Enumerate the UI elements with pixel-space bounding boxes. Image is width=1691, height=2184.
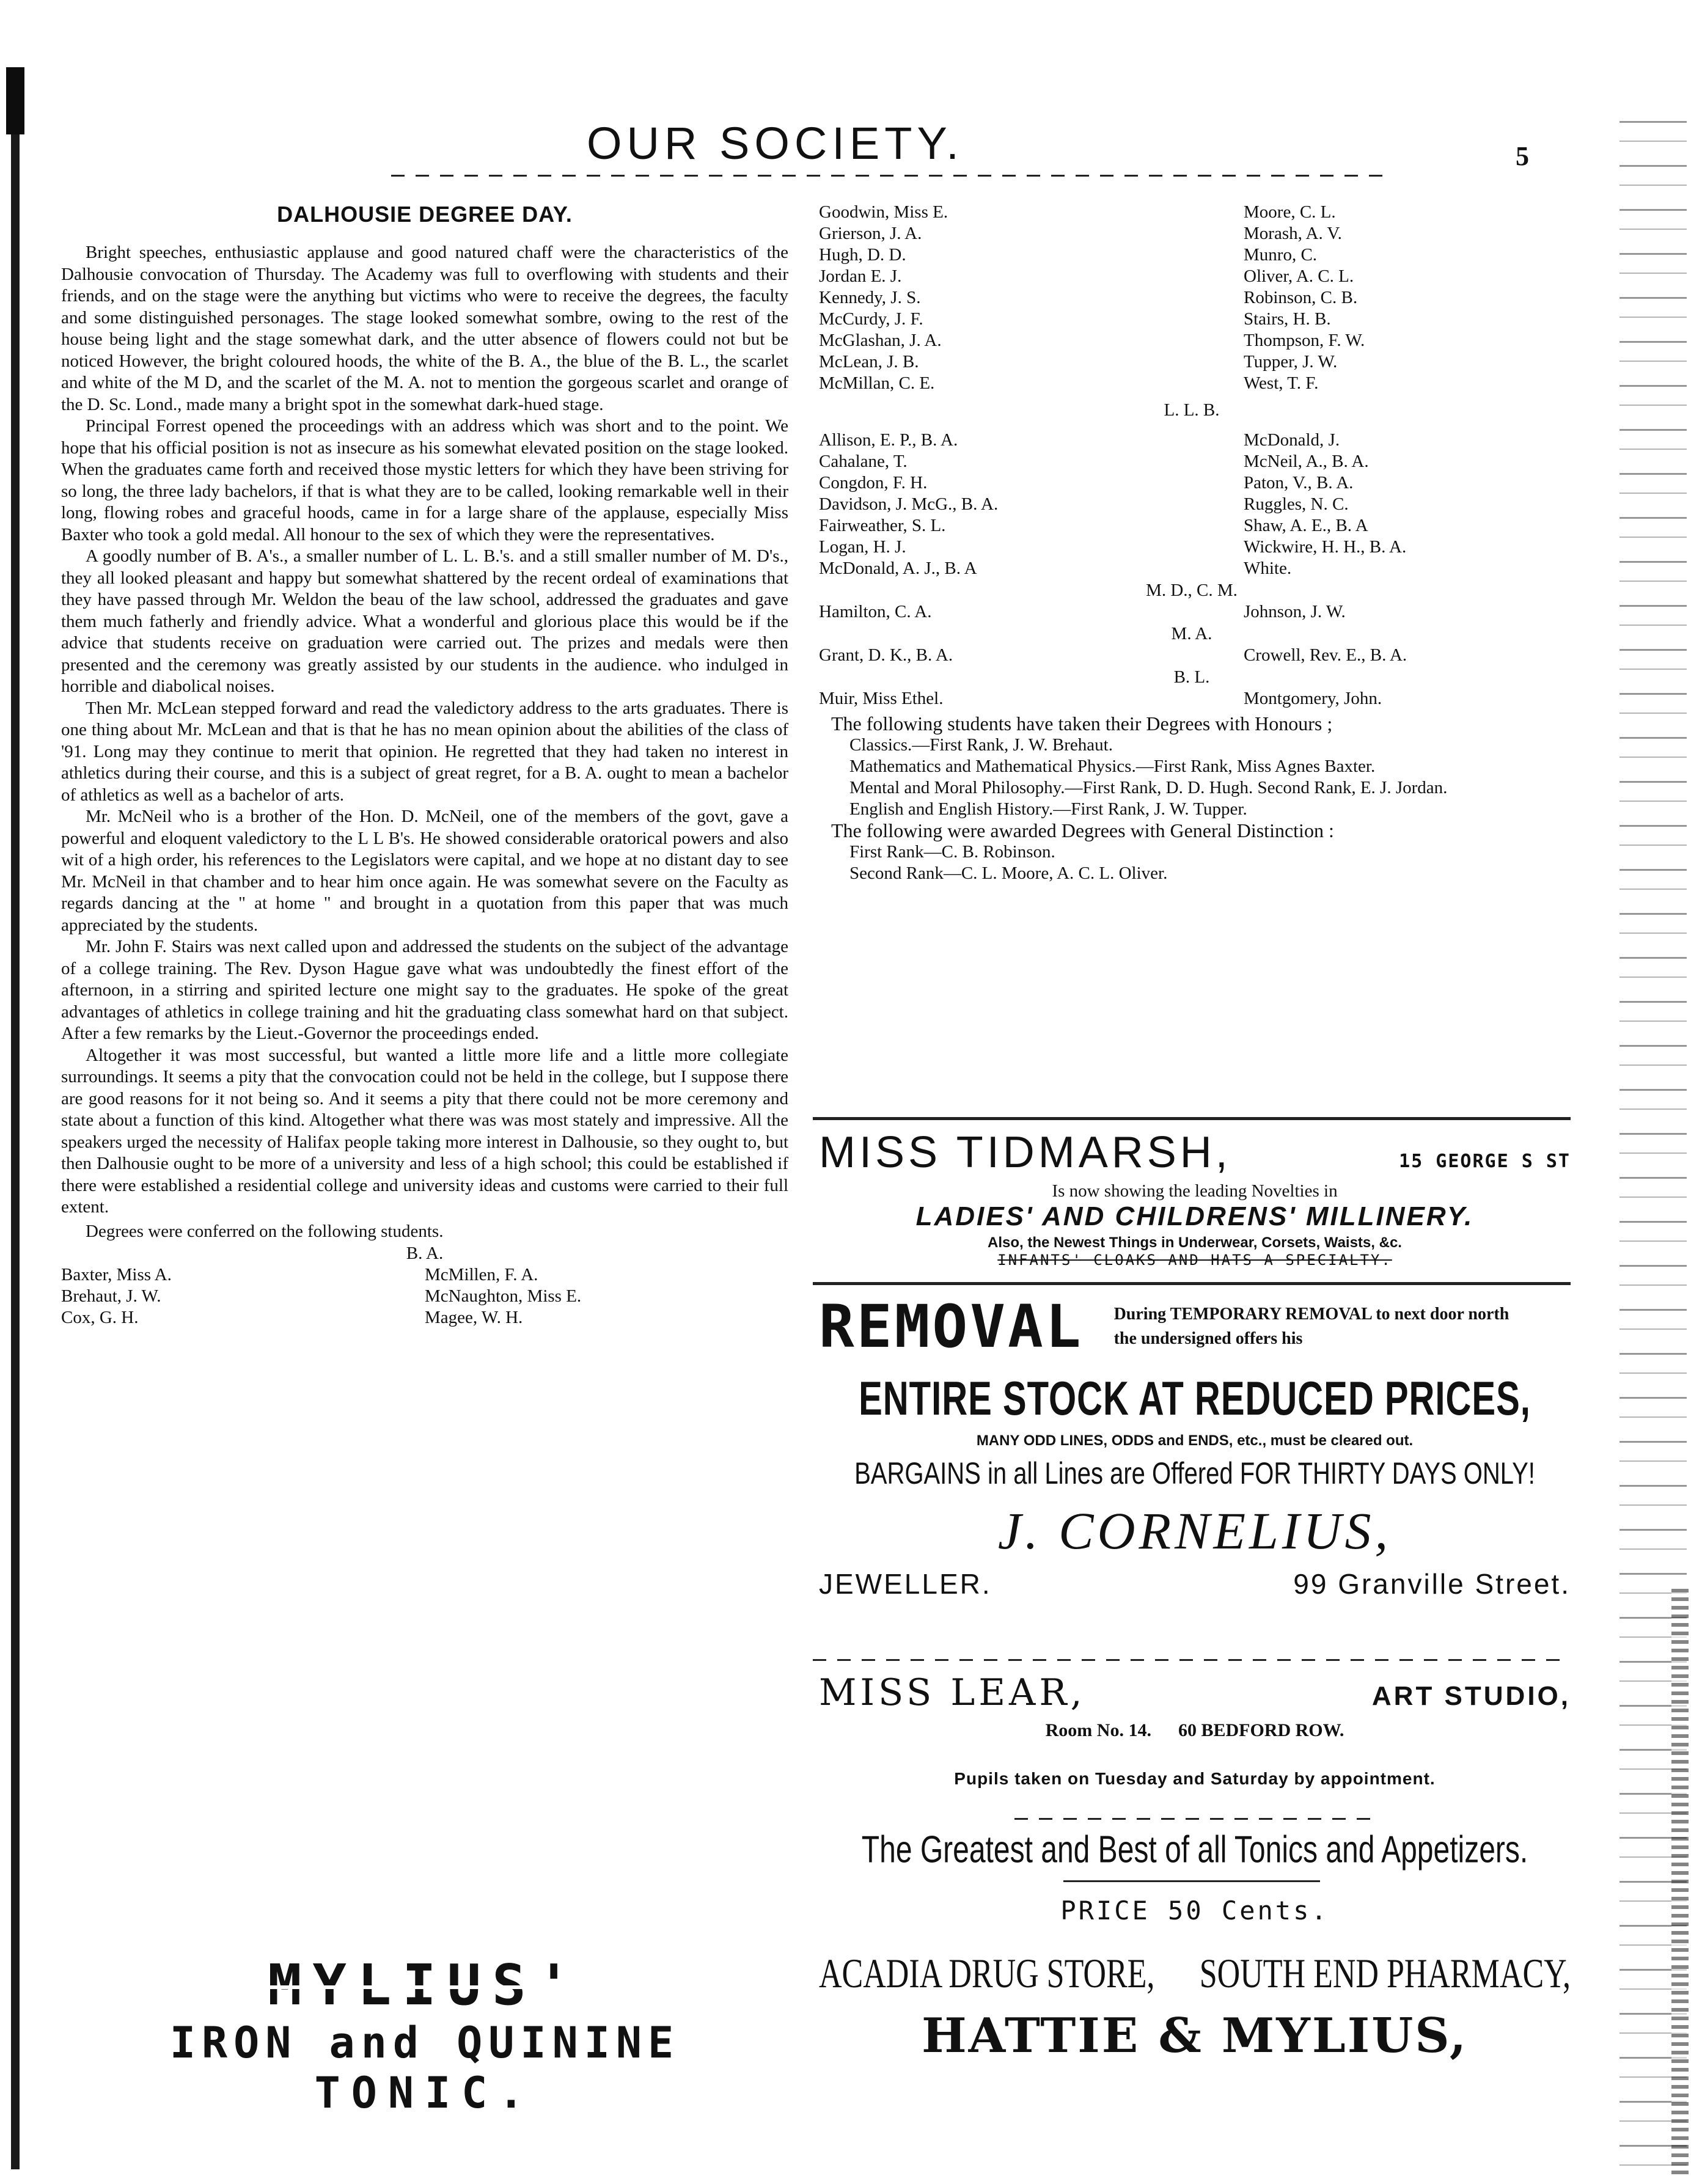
degrees-intro: Degrees were conferred on the following students.	[86, 1221, 444, 1241]
graduate-name: Goodwin, Miss E.	[819, 202, 948, 222]
llb-heading: L. L. B.	[1164, 400, 1220, 420]
graduate-name: Congdon, F. H.	[819, 473, 928, 493]
graduate-name: Logan, H. J.	[819, 537, 906, 557]
graduate-name: Morash, A. V.	[1244, 224, 1342, 243]
removal-bargains: BARGAINS in all Lines are Offered FOR THIRTY DAYS ONLY!	[854, 1457, 1535, 1491]
graduate-name: Johnson, J. W.	[1244, 602, 1346, 621]
graduate-name: Muir, Miss Ethel.	[819, 689, 944, 708]
tidmarsh-line3: Also, the Newest Things in Underwear, Corsets, Waists, &c.	[988, 1234, 1402, 1251]
distinction-entry: Second Rank—C. L. Moore, A. C. L. Oliver.	[849, 863, 1168, 883]
removal-subline: MANY ODD LINES, ODDS and ENDS, etc., must be cleared out.	[976, 1432, 1414, 1449]
graduate-name: Paton, V., B. A.	[1244, 473, 1354, 493]
honours-entry: Classics.—First Rank, J. W. Brehaut.	[849, 735, 1113, 755]
graduate-name: Ruggles, N. C.	[1244, 494, 1349, 514]
right-column	[813, 202, 1571, 884]
graduate-name: Robinson, C. B.	[1244, 288, 1358, 307]
graduate-name: McDonald, J.	[1244, 430, 1340, 450]
graduate-name: Baxter, Miss A.	[61, 1265, 172, 1284]
tonic-stores	[813, 1951, 1577, 1997]
tonic-headline: The Greatest and Best of all Tonics and Appetizers.	[861, 1829, 1528, 1871]
removal-headline: ENTIRE STOCK AT REDUCED PRICES,	[859, 1371, 1531, 1426]
graduate-name: McCurdy, J. F.	[819, 309, 923, 329]
graduate-name: Wickwire, H. H., B. A.	[1244, 537, 1407, 557]
honours-entry: Mathematics and Mathematical Physics.—First Rank, Miss Agnes Baxter.	[849, 757, 1376, 776]
ad-divider	[1014, 1818, 1381, 1820]
binding-edge-mark	[6, 67, 24, 134]
mylius-tonic-ad	[61, 1952, 788, 2118]
masthead-rule	[391, 175, 1393, 177]
graduate-name: Allison, E. P., B. A.	[819, 430, 958, 450]
removal-side-text: During TEMPORARY REMOVAL to next door north the undersigned offers his	[1113, 1305, 1509, 1348]
mylius-ad-line3: TONIC.	[314, 2068, 535, 2118]
graduate-name: McMillen, F. A.	[425, 1265, 538, 1284]
graduate-name: Davidson, J. McG., B. A.	[819, 494, 999, 514]
md-heading: M. D., C. M.	[1146, 581, 1238, 600]
mylius-ad-line1: MYLIUS'	[268, 1952, 582, 2018]
graduate-name: McLean, J. B.	[819, 352, 919, 372]
jeweller-address: 99 Granville Street.	[1293, 1568, 1571, 1600]
mylius-ad-line2: IRON and QUININE	[169, 2018, 680, 2068]
bl-list	[813, 688, 1571, 709]
tonic-price: PRICE 50 Cents.	[1060, 1896, 1329, 1926]
graduate-name: Kennedy, J. S.	[819, 288, 921, 307]
lear-ad	[819, 1671, 1571, 1789]
tidmarsh-millinery: LADIES' AND CHILDRENS' MILLINERY.	[915, 1201, 1474, 1231]
cornelius-line	[819, 1567, 1571, 1600]
removal-heading: REMOVAL	[819, 1292, 1084, 1361]
distinction-intro: The following were awarded Degrees with General Distinction :	[831, 819, 1334, 841]
bl-heading: B. L.	[1173, 667, 1210, 687]
graduate-name: Stairs, H. B.	[1244, 309, 1331, 329]
graduate-name: Tupper, J. W.	[1244, 352, 1338, 372]
honours-entry: Mental and Moral Philosophy.—First Rank, D. D. Hugh. Second Rank, E. J. Jordan.	[849, 778, 1448, 797]
honours-entry: English and English History.—First Rank, J. W. Tupper.	[849, 799, 1247, 819]
ba-list	[61, 1264, 788, 1328]
page-number: 5	[1516, 141, 1529, 171]
graduate-name: Hamilton, C. A.	[819, 602, 932, 621]
masthead-title: OUR SOCIETY.	[587, 118, 964, 169]
graduate-name: McDonald, A. J., B. A	[819, 559, 977, 578]
graduate-name: Fairweather, S. L.	[819, 516, 946, 535]
graduate-name: Shaw, A. E., B. A	[1244, 516, 1368, 535]
tonic-rule	[1063, 1880, 1320, 1882]
store-acadia: ACADIA DRUG STORE,	[819, 1951, 1155, 1997]
graduate-name: White.	[1244, 559, 1292, 578]
tidmarsh-specialty: INFANTS' CLOAKS AND HATS A SPECIALTY.	[997, 1251, 1392, 1269]
llb-list	[813, 430, 1571, 579]
lear-name: MISS LEAR,	[819, 1671, 1086, 1714]
graduate-name: McGlashan, J. A.	[819, 331, 942, 350]
page-edge-noise-lower	[1671, 1589, 1689, 2175]
graduate-name: Brehaut, J. W.	[61, 1286, 161, 1306]
graduate-name: Hugh, D. D.	[819, 245, 906, 265]
article-title: DALHOUSIE DEGREE DAY.	[277, 202, 573, 227]
article-paragraph: Mr. McNeil who is a brother of the Hon. D. McNeil, one of the members of the govt, gave a powerful and eloquent valedictory to the L L B's. He showed considerable oratorical powers and also wit of a high order, his references to the Legislators were capital, and we hope at no distant day to see Mr. McNeil in that chamber and to hear him once again. He was somewhat severe on the Faculty as regards dancing at the " at home " and brought in a quotation from this paper that was much appreciated by the students.	[61, 807, 788, 935]
ad-divider	[813, 1659, 1571, 1661]
left-column	[61, 202, 788, 1328]
tonic-firm: HATTIE & MYLIUS,	[921, 2008, 1468, 2064]
graduate-name: Oliver, A. C. L.	[1244, 266, 1354, 286]
distinction-entry: First Rank—C. B. Robinson.	[849, 842, 1055, 862]
ad-divider	[813, 1117, 1571, 1120]
removal-ad	[819, 1292, 1571, 1600]
lear-pupils: Pupils taken on Tuesday and Saturday by appointment.	[954, 1769, 1436, 1788]
tonic-ad	[813, 1829, 1577, 2064]
article-paragraph: Then Mr. McLean stepped forward and read the valedictory address to the arts graduates. There is one thing about Mr. McLean and that is that he has no mean opinion about the abilities of the class of '91. Long may they continue to merit that opinion. He regretted that they had taken no interest in athletics during their course, and this is a subject of great regret, for a B. A. ought to mean a bachelor of athletics as well as a bachelor of arts.	[61, 698, 788, 805]
graduate-name: Grant, D. K., B. A.	[819, 645, 953, 665]
binding-edge	[11, 67, 20, 2169]
graduate-name: Magee, W. H.	[425, 1308, 523, 1327]
tidmarsh-address: 15 GEORGE S ST	[1399, 1151, 1571, 1172]
graduate-name: Cahalane, T.	[819, 452, 908, 471]
graduate-name: McMillan, C. E.	[819, 373, 935, 393]
lear-room: Room No. 14.	[1045, 1720, 1151, 1740]
graduate-name: West, T. F.	[1244, 373, 1319, 393]
graduate-name: Crowell, Rev. E., B. A.	[1244, 645, 1407, 665]
article-paragraph: Altogether it was most successful, but wanted a little more life and a little more collegiate surroundings. It seems a pity that the convocation could not be held in the college, but I suppose there are good reasons for it not being so. And it seems a pity that there could not be more ceremony and state about a function of this kind. Altogether what there was was most stately and impressive. All the speakers urged the necessity of Halifax people taking more interest in Dalhousie, so they ought to, but then Dalhousie ought to be more of a university and less of a high school; this could be established if there were established a residential college and university ideas and customs were carried to their full extent.	[61, 1045, 788, 1217]
graduate-name: McNaughton, Miss E.	[425, 1286, 582, 1306]
article-paragraph: Mr. John F. Stairs was next called upon and addressed the students on the subject of the advantage of a college training. The Rev. Dyson Hague gave what was undoubtedly the finest effort of the afternoon, in a stirring and spirited lecture one might say to the graduates. He spoke of the great advantages of athletics in college training and hit the graduating class somewhat hard on that subject. After a few remarks by the Lieut.-Governor the proceedings ended.	[61, 937, 788, 1043]
ma-heading: M. A.	[1171, 624, 1212, 643]
ba-heading: B. A.	[406, 1244, 444, 1263]
ba-continued-list	[813, 202, 1571, 394]
graduate-name: Moore, C. L.	[1244, 202, 1336, 222]
graduate-name: Thompson, F. W.	[1244, 331, 1365, 350]
graduate-name: Cox, G. H.	[61, 1308, 139, 1327]
ma-list	[813, 645, 1571, 666]
ad-divider	[813, 1282, 1571, 1285]
graduate-name: Jordan E. J.	[819, 266, 902, 286]
jeweller-label: JEWELLER.	[819, 1568, 992, 1600]
graduate-name: McNeil, A., B. A.	[1244, 452, 1369, 471]
tidmarsh-name: MISS TIDMARSH,	[819, 1128, 1231, 1177]
tidmarsh-line1: Is now showing the leading Novelties in	[1052, 1181, 1338, 1201]
article-paragraph: A goodly number of B. A's., a smaller number of L. L. B.'s. and a still smaller number of M. D's., they all looked pleasant and happy but somewhat shattered by the recent ordeal of examinations that they have passed through Mr. Weldon the beau of the law school, addressed the graduates and gave them much fatherly and friendly advice. What a wonderful and glorious place this would be if the advice that students receive on graduation were carried out. The prizes and medals were then presented and the ceremony was greatly assisted by our students in the audience. who indulged in horrible and diabolical noises.	[61, 546, 788, 696]
honours-intro: The following students have taken their Degrees with Honours ;	[831, 713, 1333, 735]
graduate-name: Montgomery, John.	[1244, 689, 1382, 708]
article-paragraph: Bright speeches, enthusiastic applause and good natured chaff were the characteristics of the Dalhousie convocation of Thursday. The Academy was full to overflowing with students and their friends, and on the stage were the anything but victims who were to receive the degrees, the faculty and some distinguished personages. The stage looked somewhat sombre, owing to the rest of the house being light and the stage somewhat dark, and the utter absence of flowers could not but be noticed However, the bright coloured hoods, the white of the B. A., the blue of the B. L., the scarlet and white of the M D, and the scarlet of the M. A. not to mention the gorgeous scarlet and orange of the D. Sc. Lond., made many a bright spot in the somewhat dark-hued stage.	[61, 243, 788, 414]
graduate-name: Munro, C.	[1244, 245, 1318, 265]
md-list	[813, 601, 1571, 623]
lear-address: 60 BEDFORD ROW.	[1178, 1720, 1344, 1740]
cornelius-signature: J. CORNELIUS,	[997, 1501, 1392, 1560]
honours-section	[813, 713, 1571, 884]
graduate-name: Grierson, J. A.	[819, 224, 922, 243]
lear-studio: ART STUDIO,	[1371, 1681, 1571, 1711]
store-south-end: SOUTH END PHARMACY,	[1199, 1951, 1571, 1997]
article-paragraph: Principal Forrest opened the proceedings with an address which was short and to the point. We hope that his official position is not as insecure as his somewhat elevated position on the stage looked. When the graduates came forth and received those mystic letters for which they have been striving for so long, the three lady bachelors, if that is what they are to be called, looking remarkable well in their long, flowing robes and graceful hoods, came in for a large share of the applause, especially Miss Baxter who took a gold medal. All honour to the sex of which they were the representatives.	[61, 416, 788, 544]
tidmarsh-ad	[819, 1127, 1571, 1269]
